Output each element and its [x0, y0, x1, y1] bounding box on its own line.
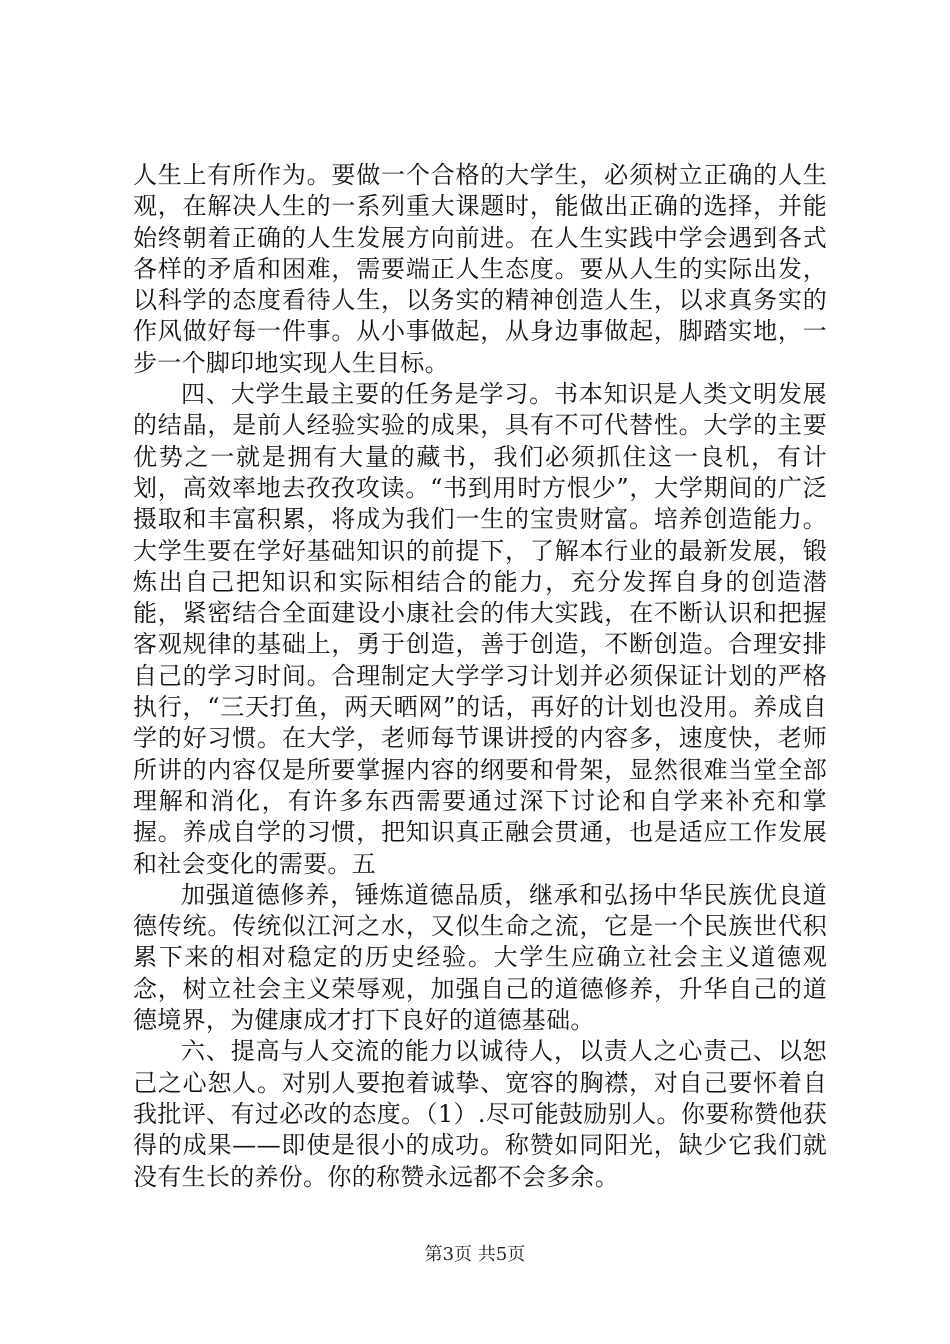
body-text — [133, 160, 827, 1193]
paragraph-section-six: 六、提高与人交流的能力以诚待人，以责人之心责己、以恕己之心恕人。对别人要抱着诚挚、宽容的胸襟，对自己要怀着自我批评、有过必改的态度。（1）.尽可能鼓励别人。你要称赞他获得的成果——即使是很小的成功。称赞如同阳光，缺少它我们就没有生长的养份。你的称赞永远都不会多余。 — [133, 1037, 827, 1191]
page-number-footer: 第3页 共5页 — [424, 1244, 526, 1265]
paragraph-continuation: 人生上有所作为。要做一个合格的大学生，必须树立正确的人生观，在解决人生的一系列重大课题时，能做出正确的选择，并能始终朝着正确的人生发展方向前进。在人生实践中学会遇到各式各样的矛盾和困难，需要端正人生态度。要从人生的实际出发，以科学的态度看待人生，以务实的精神创造人生，以求真务实的作风做好每一件事。从小事做起，从身边事做起，脚踏实地，一步一个脚印地实现人生目标。 — [133, 161, 827, 377]
paragraph-section-four: 四、大学生最主要的任务是学习。书本知识是人类文明发展的结晶，是前人经验实验的成果，具有不可代替性。大学的主要优势之一就是拥有大量的藏书，我们必须抓住这一良机，有计划，高效率地去孜孜攻读。“书到用时方恨少”，大学期间的广泛摄取和丰富积累，将成为我们一生的宝贵财富。培养创造能力。大学生要在学好基础知识的前提下，了解本行业的最新发展，锻炼出自己把知识和实际相结合的能力，充分发挥自身的创造潜能，紧密结合全面建设小康社会的伟大实践，在不断认识和把握客观规律的基础上，勇于创造，善于创造，不断创造。合理安排自己的学习时间。合理制定大学学习计划并必须保证计划的严格执行，“三天打鱼，两天晒网”的话，再好的计划也没用。养成自学的好习惯。在大学，老师每节课讲授的内容多，速度快，老师所讲的内容仅是所要掌握内容的纲要和骨架，显然很难当堂全部理解和消化，有许多东西需要通过深下讨论和自学来补充和掌握。养成自学的习惯，把知识真正融会贯通，也是适应工作发展和社会变化的需要。五 — [133, 380, 827, 878]
paragraph-section-five: 加强道德修养，锤炼道德品质，继承和弘扬中华民族优良道德传统。传统似江河之水，又似生命之流，它是一个民族世代积累下来的相对稳定的历史经验。大学生应确立社会主义道德观念，树立社会主义荣辱观，加强自己的道德修养，升华自己的道德境界，为健康成才打下良好的道德基础。 — [133, 880, 827, 1035]
